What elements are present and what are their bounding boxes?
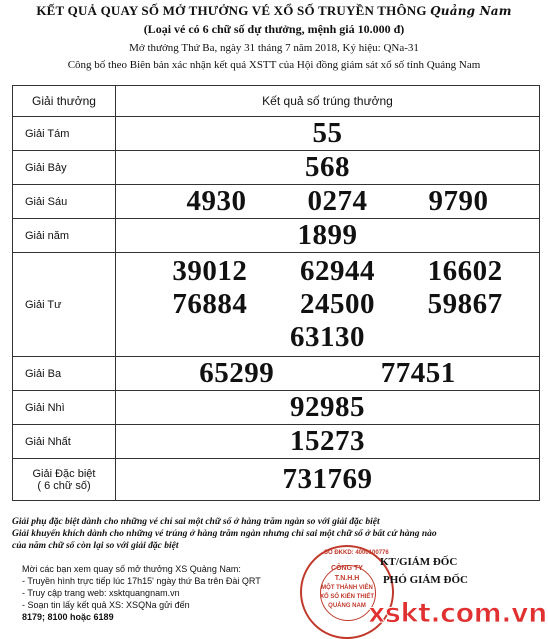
prize-number: 39012 <box>172 255 248 287</box>
prize-label: Giải Tám <box>13 117 116 151</box>
prize-number: 76884 <box>172 288 248 320</box>
prize-number: 568 <box>305 151 350 183</box>
prize-label: Giải năm <box>13 219 116 253</box>
jackpot-number: 731769 <box>282 463 373 495</box>
prize-number: 1899 <box>297 219 358 251</box>
row-giai-tam <box>13 117 540 151</box>
row-giai-nhat <box>13 425 540 459</box>
stamp-line: CÔNG TY <box>331 565 363 572</box>
prize-label: Giải Nhất <box>13 425 116 459</box>
results-table <box>12 85 540 501</box>
prize-label: Giải Ba <box>13 357 116 391</box>
prize-number: 24500 <box>299 288 375 320</box>
info-item: - Truy cập trang web: xsktquangnam.vn <box>22 588 180 598</box>
stamp-line: QUẢNG NAM <box>328 603 366 609</box>
prize-notes <box>12 516 452 552</box>
ticket-subtitle: (Loại vé có 6 chữ số dự thưởng, mệnh giá 10.000 đ) <box>143 22 405 36</box>
note-line: Giải khuyến khích dành cho những vé trúng ở hàng trăm ngàn nhưng chỉ sai một chữ số ở bất cứ hàng nào <box>12 529 437 539</box>
info-item: 8179; 8100 hoặc 6189 <box>22 612 114 622</box>
note-line: của năm chữ số còn lại so với giải đặc biệt <box>12 541 179 551</box>
row-giai-bay <box>13 151 540 185</box>
viewing-info <box>22 563 312 623</box>
prize-number: 59867 <box>427 288 503 320</box>
prize-label: Giải Nhì <box>13 391 116 425</box>
prize-label: Giải Bảy <box>13 151 116 185</box>
document-title <box>0 3 548 19</box>
row-giai-nam <box>13 219 540 253</box>
site-watermark: xskt.com.vn <box>368 598 547 629</box>
stamp-line: T.N.H.H <box>334 575 360 582</box>
col-prize-header: Giải thưởng <box>13 86 116 117</box>
stamp-line: MỘT THÀNH VIÊN <box>321 585 373 591</box>
prize-number: 62944 <box>299 255 375 287</box>
signature-title: KT/GIÁM ĐỐC <box>380 556 458 568</box>
prize-number: 15273 <box>290 425 365 457</box>
note-line: Giải phụ đặc biệt dành cho những vé chỉ sai một chữ số ở hàng trăm ngàn so với giải đặc biệt <box>12 517 380 527</box>
prize-label <box>13 459 116 501</box>
table-header-row <box>13 86 540 117</box>
prize-label-line1: Giải Đặc biệt <box>32 467 96 480</box>
draw-info: Mở thưởng Thứ Ba, ngày 31 tháng 7 năm 2018, Ký hiệu: QNa-31 <box>129 42 419 54</box>
prize-label: Giải Tư <box>13 253 116 357</box>
signature-subtitle: PHÓ GIÁM ĐỐC <box>383 574 468 586</box>
prize-number: 65299 <box>199 357 275 389</box>
info-intro: Mời các bạn xem quay số mở thưởng XS Quảng Nam: <box>22 564 241 574</box>
stamp-id: SỐ ĐKKD: 4000100776 <box>324 550 389 556</box>
row-giai-sau <box>13 185 540 219</box>
brand-name: Quảng Nam <box>430 4 512 18</box>
row-giai-ba <box>13 357 540 391</box>
row-giai-nhi <box>13 391 540 425</box>
info-item: - Truyền hình trực tiếp lúc 17h15' ngày thứ Ba trên Đài QRT <box>22 576 261 586</box>
stamp-line: XỔ SỐ KIẾN THIẾT <box>319 594 374 600</box>
prize-number: 55 <box>312 117 343 149</box>
prize-number: 77451 <box>380 357 456 389</box>
prize-number: 0274 <box>307 185 368 217</box>
prize-label: Giải Sáu <box>13 185 116 219</box>
col-result-header: Kết quả số trúng thưởng <box>116 86 540 117</box>
prize-label-line2: ( 6 chữ số) <box>37 479 91 492</box>
row-giai-dac-biet <box>13 459 540 501</box>
info-item: - Soạn tin lấy kết quả XS: XSQNa gửi đến <box>22 600 190 610</box>
prize-number: 16602 <box>427 255 503 287</box>
row-giai-tu <box>13 253 540 357</box>
title-text: KẾT QUẢ QUAY SỐ MỞ THƯỞNG VÉ XỔ SỐ TRUYỀN THÔNG <box>36 3 427 18</box>
publish-info: Công bố theo Biên bản xác nhận kết quả XSTT của Hội đồng giám sát xổ số tỉnh Quảng Nam <box>67 59 481 71</box>
prize-number: 92985 <box>290 391 365 423</box>
prize-number: 9790 <box>428 185 489 217</box>
prize-number: 4930 <box>186 185 247 217</box>
prize-number: 63130 <box>290 321 365 353</box>
